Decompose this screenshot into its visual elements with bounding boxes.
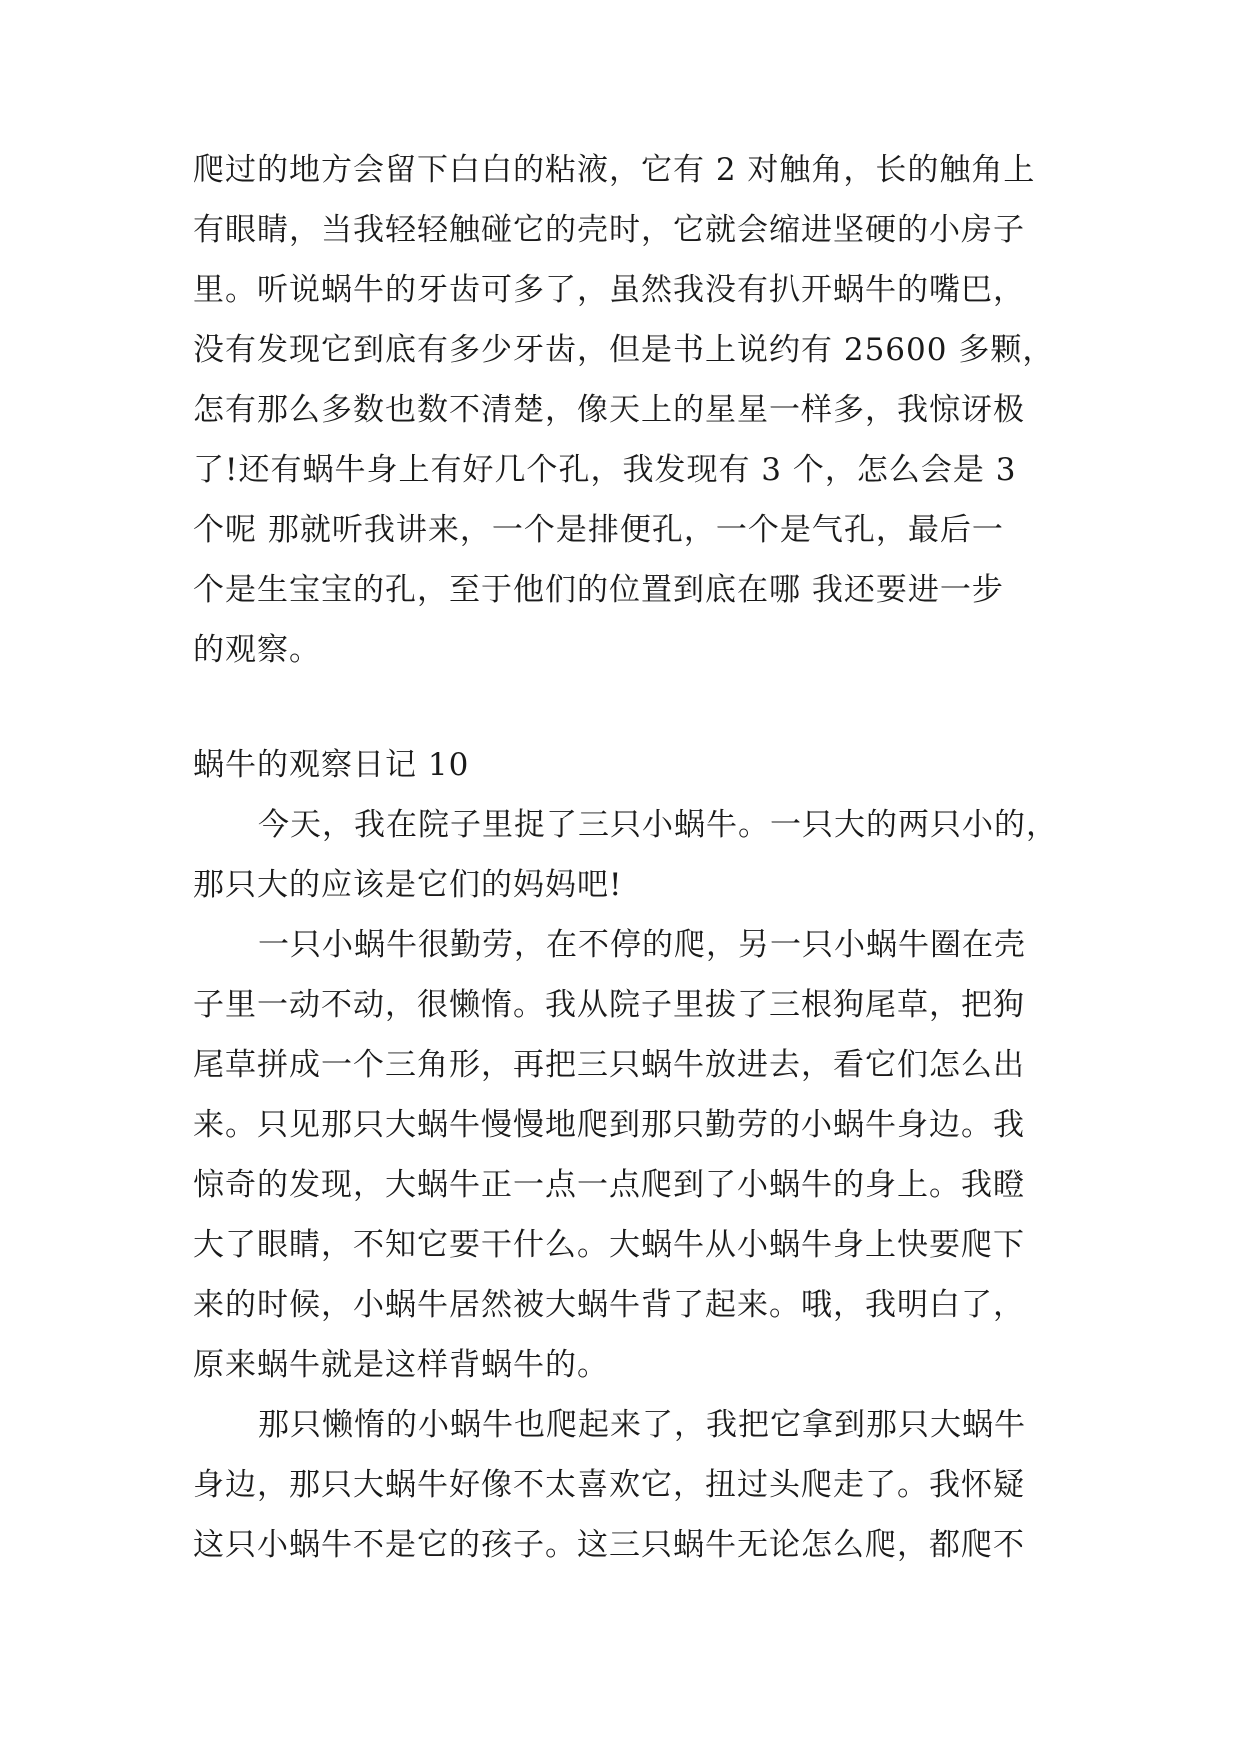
text-line: 来的时候，小蜗牛居然被大蜗牛背了起来。哦，我明白了， (193, 1287, 1025, 1323)
text-line: 来。只见那只大蜗牛慢慢地爬到那只勤劳的小蜗牛身边。我 (193, 1107, 1025, 1143)
text-line: 尾草拼成一个三角形，再把三只蜗牛放进去，看它们怎么出 (193, 1047, 1025, 1083)
text-line: 原来蜗牛就是这样背蜗牛的。 (193, 1347, 609, 1383)
text-line: 的观察。 (193, 632, 321, 668)
text-line: 没有发现它到底有多少牙齿，但是书上说约有 25600 多颗， (193, 332, 1055, 368)
text-line: 有眼睛，当我轻轻触碰它的壳时，它就会缩进坚硬的小房子 (193, 212, 1025, 248)
section-heading: 蜗牛的观察日记 10 (193, 747, 470, 783)
text-line: 一只小蜗牛很勤劳，在不停的爬，另一只小蜗牛圈在壳 (258, 927, 1026, 963)
text-line: 身边，那只大蜗牛好像不太喜欢它，扭过头爬走了。我怀疑 (193, 1467, 1025, 1503)
text-line: 这只小蜗牛不是它的孩子。这三只蜗牛无论怎么爬，都爬不 (193, 1527, 1025, 1563)
text-line: 怎有那么多数也数不清楚，像天上的星星一样多，我惊讶极 (193, 392, 1025, 428)
text-line: 子里一动不动，很懒惰。我从院子里拔了三根狗尾草，把狗 (193, 987, 1025, 1023)
text-line: 那只懒惰的小蜗牛也爬起来了，我把它拿到那只大蜗牛 (258, 1407, 1026, 1443)
text-line: 大了眼睛，不知它要干什么。大蜗牛从小蜗牛身上快要爬下 (193, 1227, 1025, 1263)
text-line: 爬过的地方会留下白白的粘液，它有 2 对触角，长的触角上 (193, 152, 1036, 188)
text-line: 今天，我在院子里捉了三只小蜗牛。一只大的两只小的， (258, 807, 1058, 843)
text-line: 那只大的应该是它们的妈妈吧! (193, 867, 623, 903)
text-line: 个呢 那就听我讲来，一个是排便孔，一个是气孔，最后一 (193, 512, 1004, 548)
text-line: 个是生宝宝的孔，至于他们的位置到底在哪 我还要进一步 (193, 572, 1004, 608)
text-line: 了!还有蜗牛身上有好几个孔，我发现有 3 个，怎么会是 3 (193, 452, 1017, 488)
text-line: 里。听说蜗牛的牙齿可多了，虽然我没有扒开蜗牛的嘴巴， (193, 272, 1025, 308)
text-line: 惊奇的发现，大蜗牛正一点一点爬到了小蜗牛的身上。我瞪 (193, 1167, 1025, 1203)
